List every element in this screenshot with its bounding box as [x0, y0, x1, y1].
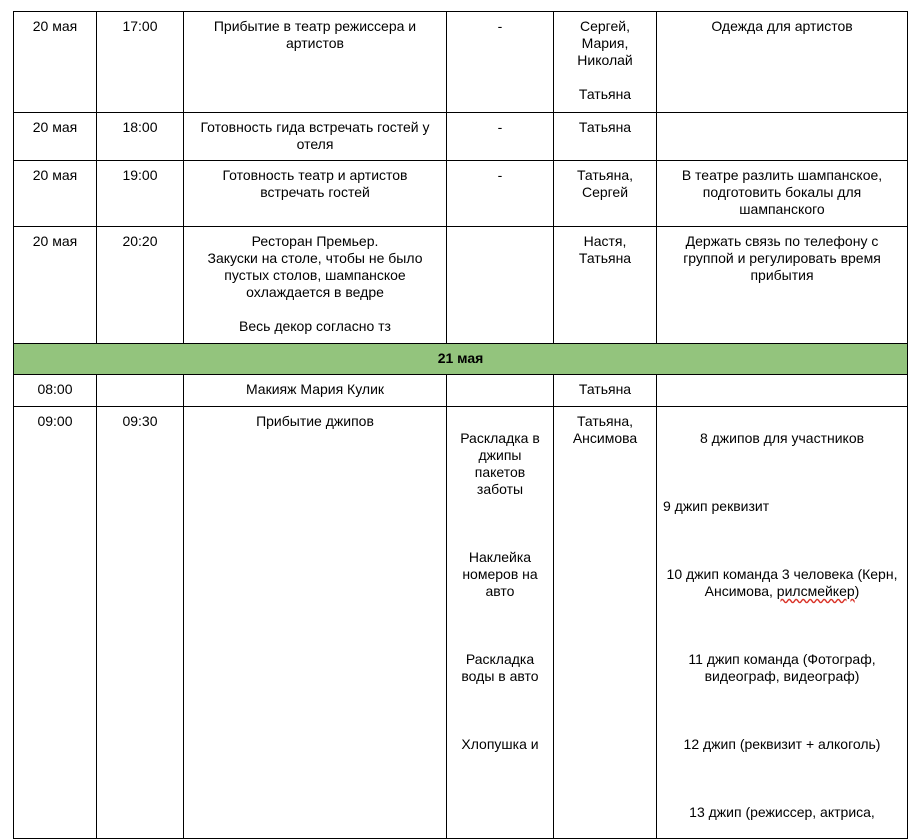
- tasks-cell[interactable]: [447, 407, 554, 839]
- responsible-cell[interactable]: Настя, Татьяна: [554, 227, 657, 344]
- date-cell[interactable]: 09:00: [14, 407, 97, 839]
- task-item: Раскладка в джипы пакетов заботы: [460, 430, 540, 497]
- tasks-cell[interactable]: [447, 227, 554, 344]
- day-separator-label[interactable]: 21 мая: [14, 344, 908, 375]
- event-cell[interactable]: Прибытие в театр режиссера и артистов: [184, 12, 447, 113]
- responsible-cell[interactable]: Татьяна: [554, 113, 657, 161]
- date-cell[interactable]: 20 мая: [14, 227, 97, 344]
- notes-cell[interactable]: [657, 113, 908, 161]
- notes-cell[interactable]: В театре разлить шампанское, подготовить бокалы для шампанского: [657, 161, 908, 227]
- time-cell[interactable]: [97, 375, 184, 407]
- event-cell[interactable]: Готовность гида встречать гостей у отеля: [184, 113, 447, 161]
- note-line: 8 джипов для участников: [699, 430, 865, 446]
- date-cell[interactable]: 20 мая: [14, 113, 97, 161]
- note-line: 13 джип (режиссер, актриса,: [689, 804, 875, 820]
- table-row: [14, 375, 908, 407]
- spacer: [453, 702, 547, 719]
- notes-cell[interactable]: [657, 375, 908, 407]
- note-line: 11 джип команда (Фотограф, видеограф, видеограф): [688, 651, 876, 684]
- notes-cell[interactable]: Одежда для артистов: [657, 12, 908, 113]
- tasks-cell[interactable]: -: [447, 161, 554, 227]
- spacer: [663, 532, 901, 549]
- time-cell[interactable]: 18:00: [97, 113, 184, 161]
- time-cell[interactable]: 20:20: [97, 227, 184, 344]
- table-row: [14, 227, 908, 344]
- event-cell[interactable]: Готовность театр и артистов встречать гостей: [184, 161, 447, 227]
- date-cell[interactable]: 20 мая: [14, 12, 97, 113]
- notes-cell[interactable]: Держать связь по телефону с группой и регулировать время прибытия: [657, 227, 908, 344]
- tasks-cell[interactable]: -: [447, 12, 554, 113]
- date-cell[interactable]: 20 мая: [14, 161, 97, 227]
- spellcheck-word[interactable]: рилсмейкер: [776, 583, 855, 599]
- table-row: [14, 407, 908, 839]
- event-cell[interactable]: Ресторан Премьер. Закуски на столе, чтобы не было пустых столов, шампанское охлаждается в ведре Весь декор согласно тз: [184, 227, 447, 344]
- note-line: 12 джип (реквизит + алкоголь): [683, 736, 881, 752]
- tasks-cell[interactable]: -: [447, 113, 554, 161]
- note-line: 9 джип реквизит: [663, 498, 770, 514]
- spacer: [663, 617, 901, 634]
- task-item: Хлопушка и: [461, 736, 539, 752]
- responsible-cell[interactable]: Татьяна, Ансимова: [554, 407, 657, 839]
- note-line: [663, 566, 901, 600]
- spacer: [663, 770, 901, 787]
- note-text: 10 джип команда 3 человека (Керн, Ансимова,: [666, 566, 898, 599]
- responsible-cell[interactable]: Татьяна, Сергей: [554, 161, 657, 227]
- time-cell[interactable]: 19:00: [97, 161, 184, 227]
- notes-cell[interactable]: [657, 407, 908, 839]
- event-cell[interactable]: Прибытие джипов: [184, 407, 447, 839]
- task-item: Раскладка воды в авто: [461, 651, 539, 684]
- time-cell[interactable]: 17:00: [97, 12, 184, 113]
- table-row: [14, 161, 908, 227]
- date-cell[interactable]: 08:00: [14, 375, 97, 407]
- spacer: [663, 702, 901, 719]
- day-separator-row: [14, 344, 908, 375]
- table-row: [14, 113, 908, 161]
- spacer: [453, 617, 547, 634]
- spacer: [453, 515, 547, 532]
- time-cell[interactable]: 09:30: [97, 407, 184, 839]
- event-cell[interactable]: Макияж Мария Кулик: [184, 375, 447, 407]
- responsible-cell[interactable]: Татьяна: [554, 375, 657, 407]
- task-item: Наклейка номеров на авто: [462, 549, 538, 599]
- spacer: [663, 464, 901, 481]
- tasks-cell[interactable]: [447, 375, 554, 407]
- table-row: [14, 12, 908, 113]
- schedule-table: [13, 11, 908, 839]
- responsible-cell[interactable]: Сергей, Мария, Николай Татьяна: [554, 12, 657, 113]
- note-text: ): [854, 583, 860, 599]
